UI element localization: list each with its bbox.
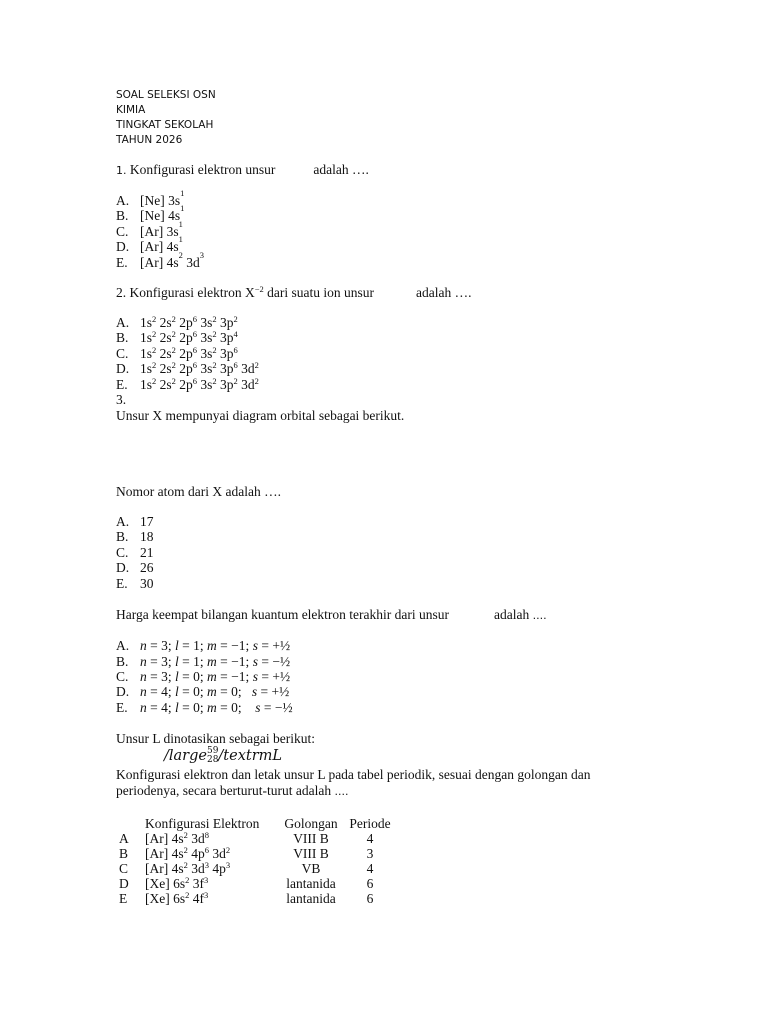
table-row[interactable]: D [Xe] $6s^2$ $3f^3$ lantanida 6 <box>119 875 374 892</box>
option-e[interactable]: E. [Ar] 4s 2 3d 3 <box>116 249 204 270</box>
question-text: Konfigurasi elektron unsur <box>129 162 276 177</box>
option-a[interactable]: A. 17 <box>116 514 154 530</box>
question-4: Harga keempat bilangan kuantum elektron terakhir dari unsur adalah .... <box>116 607 547 623</box>
table-row[interactable]: B [Ar] $4s^2$ $4p^6$ $3d^2$ VIII B 3 <box>119 845 374 862</box>
header-subject: KIMIA <box>116 104 146 116</box>
option-c[interactable]: C. 21 <box>116 544 154 560</box>
option-d[interactable]: D. $1s^2$ $2s^2$ $2p^6$ $3s^2$ $3p^6$ $3d^2$ <box>116 360 259 377</box>
ion-charge: −2 <box>254 284 264 295</box>
option-e[interactable]: E. 30 <box>116 575 154 591</box>
option-e[interactable]: E. $1s^2$ $2s^2$ $2p^6$ $3s^2$ $3p^2$ $3d^2$ <box>116 375 259 392</box>
answer-table <box>116 816 394 906</box>
question-number: 1. <box>116 164 127 177</box>
nuclide-numbers: 59 28 <box>206 746 219 766</box>
question-text-mid: dari suatu ion unsur <box>267 285 375 301</box>
header-level: TINGKAT SEKOLAH <box>116 119 214 131</box>
option-a[interactable]: A. [Ne] 3s 1 <box>116 188 185 208</box>
header-year: TAHUN 2026 <box>116 134 183 146</box>
option-d[interactable]: D. n = 4; l = 0; m = 0; s = +½ <box>116 684 290 700</box>
option-a[interactable]: A. $1s^2$ $2s^2$ $2p^6$ $3s^2$ $3p^2$ <box>116 314 238 331</box>
question-2-options <box>116 315 636 392</box>
question-4-options <box>116 638 636 715</box>
option-b[interactable]: B. [Ne] 4s 1 <box>116 203 185 224</box>
option-e[interactable]: E. n = 4; l = 0; m = 0; s = −½ <box>116 699 293 715</box>
question-text: Konfigurasi elektron X <box>129 285 255 301</box>
option-b[interactable]: B. n = 3; l = 1; m = −1; s = −½ <box>116 653 291 669</box>
option-d[interactable]: D. 26 <box>116 560 154 576</box>
option-c[interactable]: C. n = 3; l = 0; m = −1; s = +½ <box>116 668 291 684</box>
question-3-intro: Unsur X mempunyai diagram orbital sebagai berikut. <box>116 408 405 424</box>
question-text-end: adalah <box>494 607 530 623</box>
question-number: 2. <box>116 285 127 301</box>
question-text-end: adalah …. <box>313 162 369 177</box>
option-b[interactable]: B. $1s^2$ $2s^2$ $2p^6$ $3s^2$ $3p^4$ <box>116 329 238 346</box>
option-c[interactable]: C. $1s^2$ $2s^2$ $2p^6$ $3s^2$ $3p^6$ <box>116 344 238 361</box>
question-1 <box>116 162 636 179</box>
option-c[interactable]: C. [Ar] 3s 1 <box>116 218 183 239</box>
question-3-text: Nomor atom dari X adalah …. <box>116 484 281 500</box>
question-1-options <box>116 188 636 270</box>
table-row[interactable]: A [Ar] $4s^2$ $3d^8$ VIII B 4 <box>119 830 374 847</box>
header-title: SOAL SELEKSI OSN <box>116 89 216 101</box>
option-d[interactable]: D. [Ar] 4s 1 <box>116 234 183 255</box>
question-text-end: adalah …. <box>416 285 472 301</box>
question-text: Harga keempat bilangan kuantum elektron terakhir dari unsur <box>116 607 450 623</box>
table-header: Konfigurasi Elektron Golongan Periode <box>145 816 391 832</box>
question-3-number: 3. <box>116 392 127 408</box>
option-a[interactable]: A. n = 3; l = 1; m = −1; s = +½ <box>116 638 291 654</box>
table-row[interactable]: E [Xe] $6s^2$ $4f^3$ lantanida 6 <box>119 890 374 907</box>
orbital-diagram-placeholder <box>116 424 636 484</box>
question-2 <box>116 285 636 301</box>
question-5-intro: Unsur L dinotasikan sebagai berikut: <box>116 731 315 747</box>
document-header <box>116 88 636 148</box>
option-b[interactable]: B. 18 <box>116 529 154 545</box>
question-3-options <box>116 514 636 591</box>
question-5-text: Konfigurasi elektron dan letak unsur L pada tabel periodik, sesuai dengan golongan dan periodenya, secara berturut-turut adalah .... <box>116 767 591 799</box>
document-page <box>116 88 636 906</box>
nuclide-notation: /large59 28/textrmL <box>164 746 283 766</box>
table-row[interactable]: C [Ar] $4s^2$ $3d^3$ $4p^3$ VB 4 <box>119 860 374 877</box>
